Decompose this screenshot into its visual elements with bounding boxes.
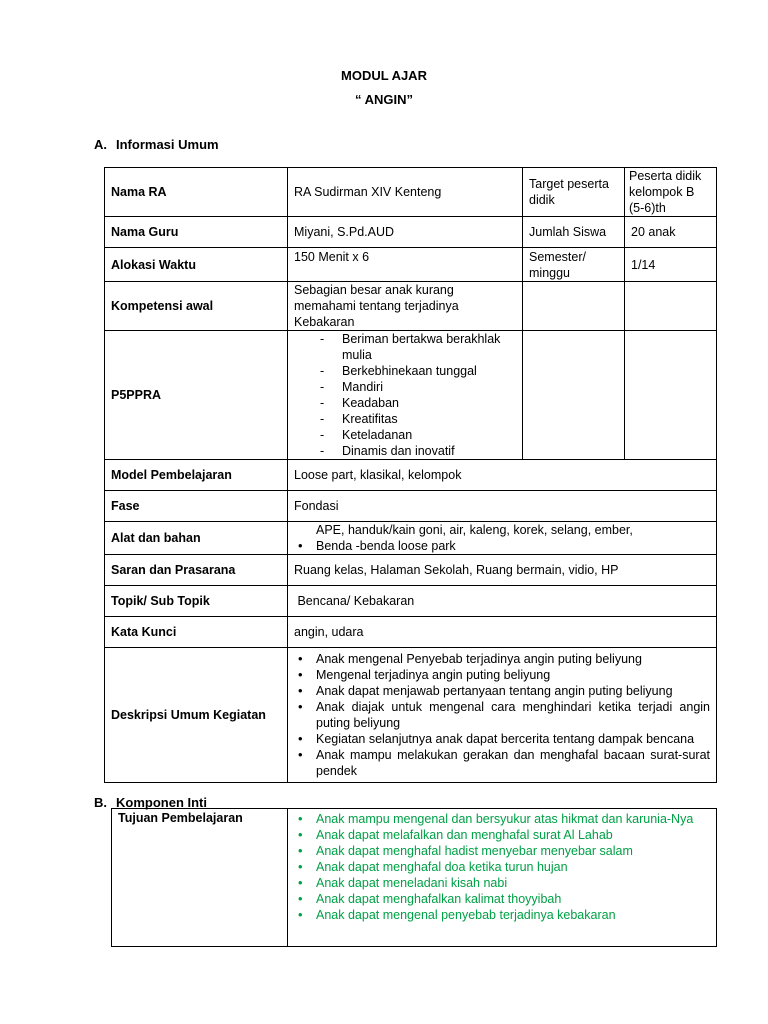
list-item: - Berkebhinekaan tunggal [316, 363, 516, 379]
list-item: • Anak dapat melafalkan dan menghafal surat Al Lahab [294, 827, 710, 843]
table-row [105, 282, 717, 331]
table-row [105, 491, 717, 522]
info-table [104, 167, 717, 783]
list-item: - Keadaban [316, 395, 516, 411]
list-item: - Beriman bertakwa berakhlak mulia [316, 331, 516, 363]
list-item: • Benda -benda loose park [294, 538, 710, 554]
list-item: • Anak mampu melakukan gerakan dan menghafal bacaan surat-surat pendek [294, 747, 710, 779]
p5ppra-list [294, 331, 516, 459]
alokasi-label: Alokasi Waktu [105, 248, 288, 282]
deskripsi-cell [288, 648, 717, 783]
deskripsi-list [294, 651, 710, 779]
section-a-number: A. [94, 137, 107, 152]
table-row [105, 460, 717, 491]
alat-list [294, 538, 710, 554]
empty-cell [625, 282, 717, 331]
list-item: • Anak mampu mengenal dan bersyukur atas hikmat dan karunia-Nya [294, 811, 710, 827]
table-row [105, 168, 717, 217]
list-item: • Kegiatan selanjutnya anak dapat bercerita tentang dampak bencana [294, 731, 710, 747]
list-item: • Anak dapat menghafal hadist menyebar menyebar salam [294, 843, 710, 859]
list-item: • Anak dapat mengenal penyebab terjadinya kebakaran [294, 907, 710, 923]
list-item: • Anak dapat menjawab pertanyaan tentang angin puting beliyung [294, 683, 710, 699]
semester-value: 1/14 [625, 248, 717, 282]
tujuan-label: Tujuan Pembelajaran [112, 809, 288, 947]
jumlah-siswa-label: Jumlah Siswa [523, 217, 625, 248]
list-item: • Anak mengenal Penyebab terjadinya angin puting beliyung [294, 651, 710, 667]
document-subtitle: “ ANGIN” [354, 92, 414, 107]
jumlah-siswa-value: 20 anak [625, 217, 717, 248]
fase-label: Fase [105, 491, 288, 522]
saran-label: Saran dan Prasarana [105, 555, 288, 586]
tujuan-table [111, 808, 717, 947]
section-b-number: B. [94, 795, 107, 810]
section-b-label: Komponen Inti [116, 795, 207, 810]
nama-ra-label: Nama RA [105, 168, 288, 217]
target-label: Target peserta didik [523, 168, 625, 217]
kata-kunci-label: Kata Kunci [105, 617, 288, 648]
list-item: • Anak diajak untuk mengenal cara menghindari ketika terjadi angin puting beliyung [294, 699, 710, 731]
table-row [105, 331, 717, 460]
tujuan-list [294, 811, 710, 923]
table-row [105, 217, 717, 248]
list-item: - Dinamis dan inovatif [316, 443, 516, 459]
list-item: • Anak dapat meneladani kisah nabi [294, 875, 710, 891]
list-item: • Mengenal terjadinya angin puting beliyung [294, 667, 710, 683]
nama-ra-value: RA Sudirman XIV Kenteng [288, 168, 523, 217]
table-row [105, 617, 717, 648]
kompetensi-value: Sebagian besar anak kurang memahami tentang terjadinya Kebakaran [288, 282, 523, 331]
saran-value: Ruang kelas, Halaman Sekolah, Ruang bermain, vidio, HP [288, 555, 717, 586]
semester-label: Semester/ minggu [523, 248, 625, 282]
nama-guru-value: Miyani, S.Pd.AUD [288, 217, 523, 248]
table-row [105, 586, 717, 617]
model-label: Model Pembelajaran [105, 460, 288, 491]
kata-kunci-value: angin, udara [288, 617, 717, 648]
fase-value: Fondasi [288, 491, 717, 522]
list-item: - Keteladanan [316, 427, 516, 443]
alat-line-1: APE, handuk/kain goni, air, kaleng, korek, selang, ember, [316, 523, 633, 537]
model-value: Loose part, klasikal, kelompok [288, 460, 717, 491]
list-item: - Mandiri [316, 379, 516, 395]
document-title: MODUL AJAR [341, 68, 427, 83]
section-a-heading [94, 137, 219, 152]
kompetensi-label: Kompetensi awal [105, 282, 288, 331]
empty-cell [523, 282, 625, 331]
p5ppra-label: P5PPRA [105, 331, 288, 460]
alat-label: Alat dan bahan [105, 522, 288, 555]
list-item: • Anak dapat menghafal doa ketika turun hujan [294, 859, 710, 875]
topik-value: Bencana/ Kebakaran [288, 586, 717, 617]
empty-cell [523, 331, 625, 460]
nama-guru-label: Nama Guru [105, 217, 288, 248]
list-item: - Kreatifitas [316, 411, 516, 427]
table-row [105, 248, 717, 282]
alokasi-value: 150 Menit x 6 [288, 248, 523, 282]
list-item: • Anak dapat menghafalkan kalimat thoyyibah [294, 891, 710, 907]
table-row [112, 809, 717, 947]
table-row [105, 648, 717, 783]
topik-label: Topik/ Sub Topik [105, 586, 288, 617]
deskripsi-label: Deskripsi Umum Kegiatan [105, 648, 288, 783]
target-value: Peserta didik kelompok B (5-6)th [625, 168, 717, 217]
tujuan-cell [288, 809, 717, 947]
section-a-label: Informasi Umum [116, 137, 219, 152]
p5ppra-list-cell [288, 331, 523, 460]
empty-cell [625, 331, 717, 460]
table-row [105, 555, 717, 586]
table-row [105, 522, 717, 555]
alat-value-cell [288, 522, 717, 555]
